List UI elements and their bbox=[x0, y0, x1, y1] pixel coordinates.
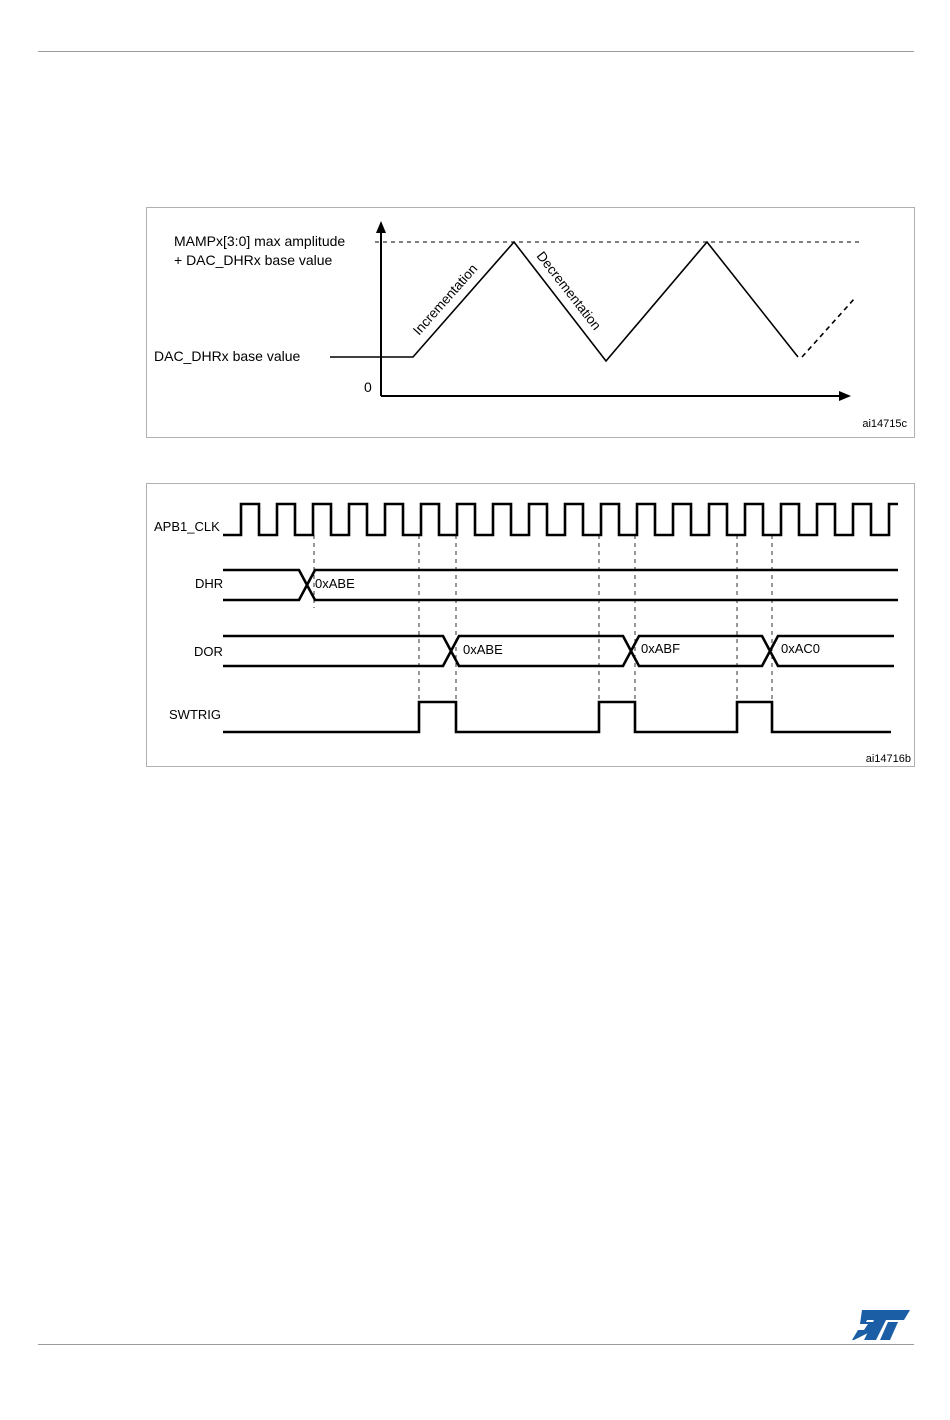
decrementation-label: Decrementation bbox=[533, 248, 605, 333]
timing-guides bbox=[314, 535, 772, 699]
triangle-wave-diagram bbox=[147, 208, 914, 437]
y-axis-arrow bbox=[376, 221, 386, 233]
st-logo-icon bbox=[852, 1308, 910, 1342]
swtrig-signal-label: SWTRIG bbox=[169, 707, 221, 722]
base-value-label: DAC_DHRx base value bbox=[154, 348, 301, 364]
figure-id: ai14715c bbox=[862, 418, 907, 430]
waveform-continuation bbox=[802, 298, 855, 357]
swtrig-waveform bbox=[223, 702, 891, 732]
figure-id: ai14716b bbox=[865, 753, 911, 765]
x-axis-arrow bbox=[839, 391, 851, 401]
timing-diagram bbox=[147, 484, 914, 766]
timing-diagram-figure bbox=[146, 483, 915, 767]
clock-signal-label: APB1_CLK bbox=[154, 519, 220, 534]
clock-waveform bbox=[223, 504, 898, 535]
dor-value: 0xABF bbox=[641, 641, 681, 656]
footer-rule bbox=[38, 1344, 914, 1345]
triangle-waveform bbox=[330, 242, 798, 361]
triangle-wave-figure bbox=[146, 207, 915, 438]
dor-value: 0xAC0 bbox=[781, 641, 821, 656]
dor-signal-label: DOR bbox=[194, 644, 223, 659]
dhr-value: 0xABE bbox=[315, 576, 355, 591]
header-rule bbox=[38, 51, 914, 52]
max-amplitude-label-line2: + DAC_DHRx base value bbox=[174, 252, 333, 268]
zero-label: 0 bbox=[364, 379, 372, 395]
incrementation-label: Incrementation bbox=[410, 261, 481, 338]
dhr-signal-label: DHR bbox=[195, 576, 224, 591]
dor-value: 0xABE bbox=[463, 642, 503, 657]
max-amplitude-label-line1: MAMPx[3:0] max amplitude bbox=[174, 233, 346, 249]
